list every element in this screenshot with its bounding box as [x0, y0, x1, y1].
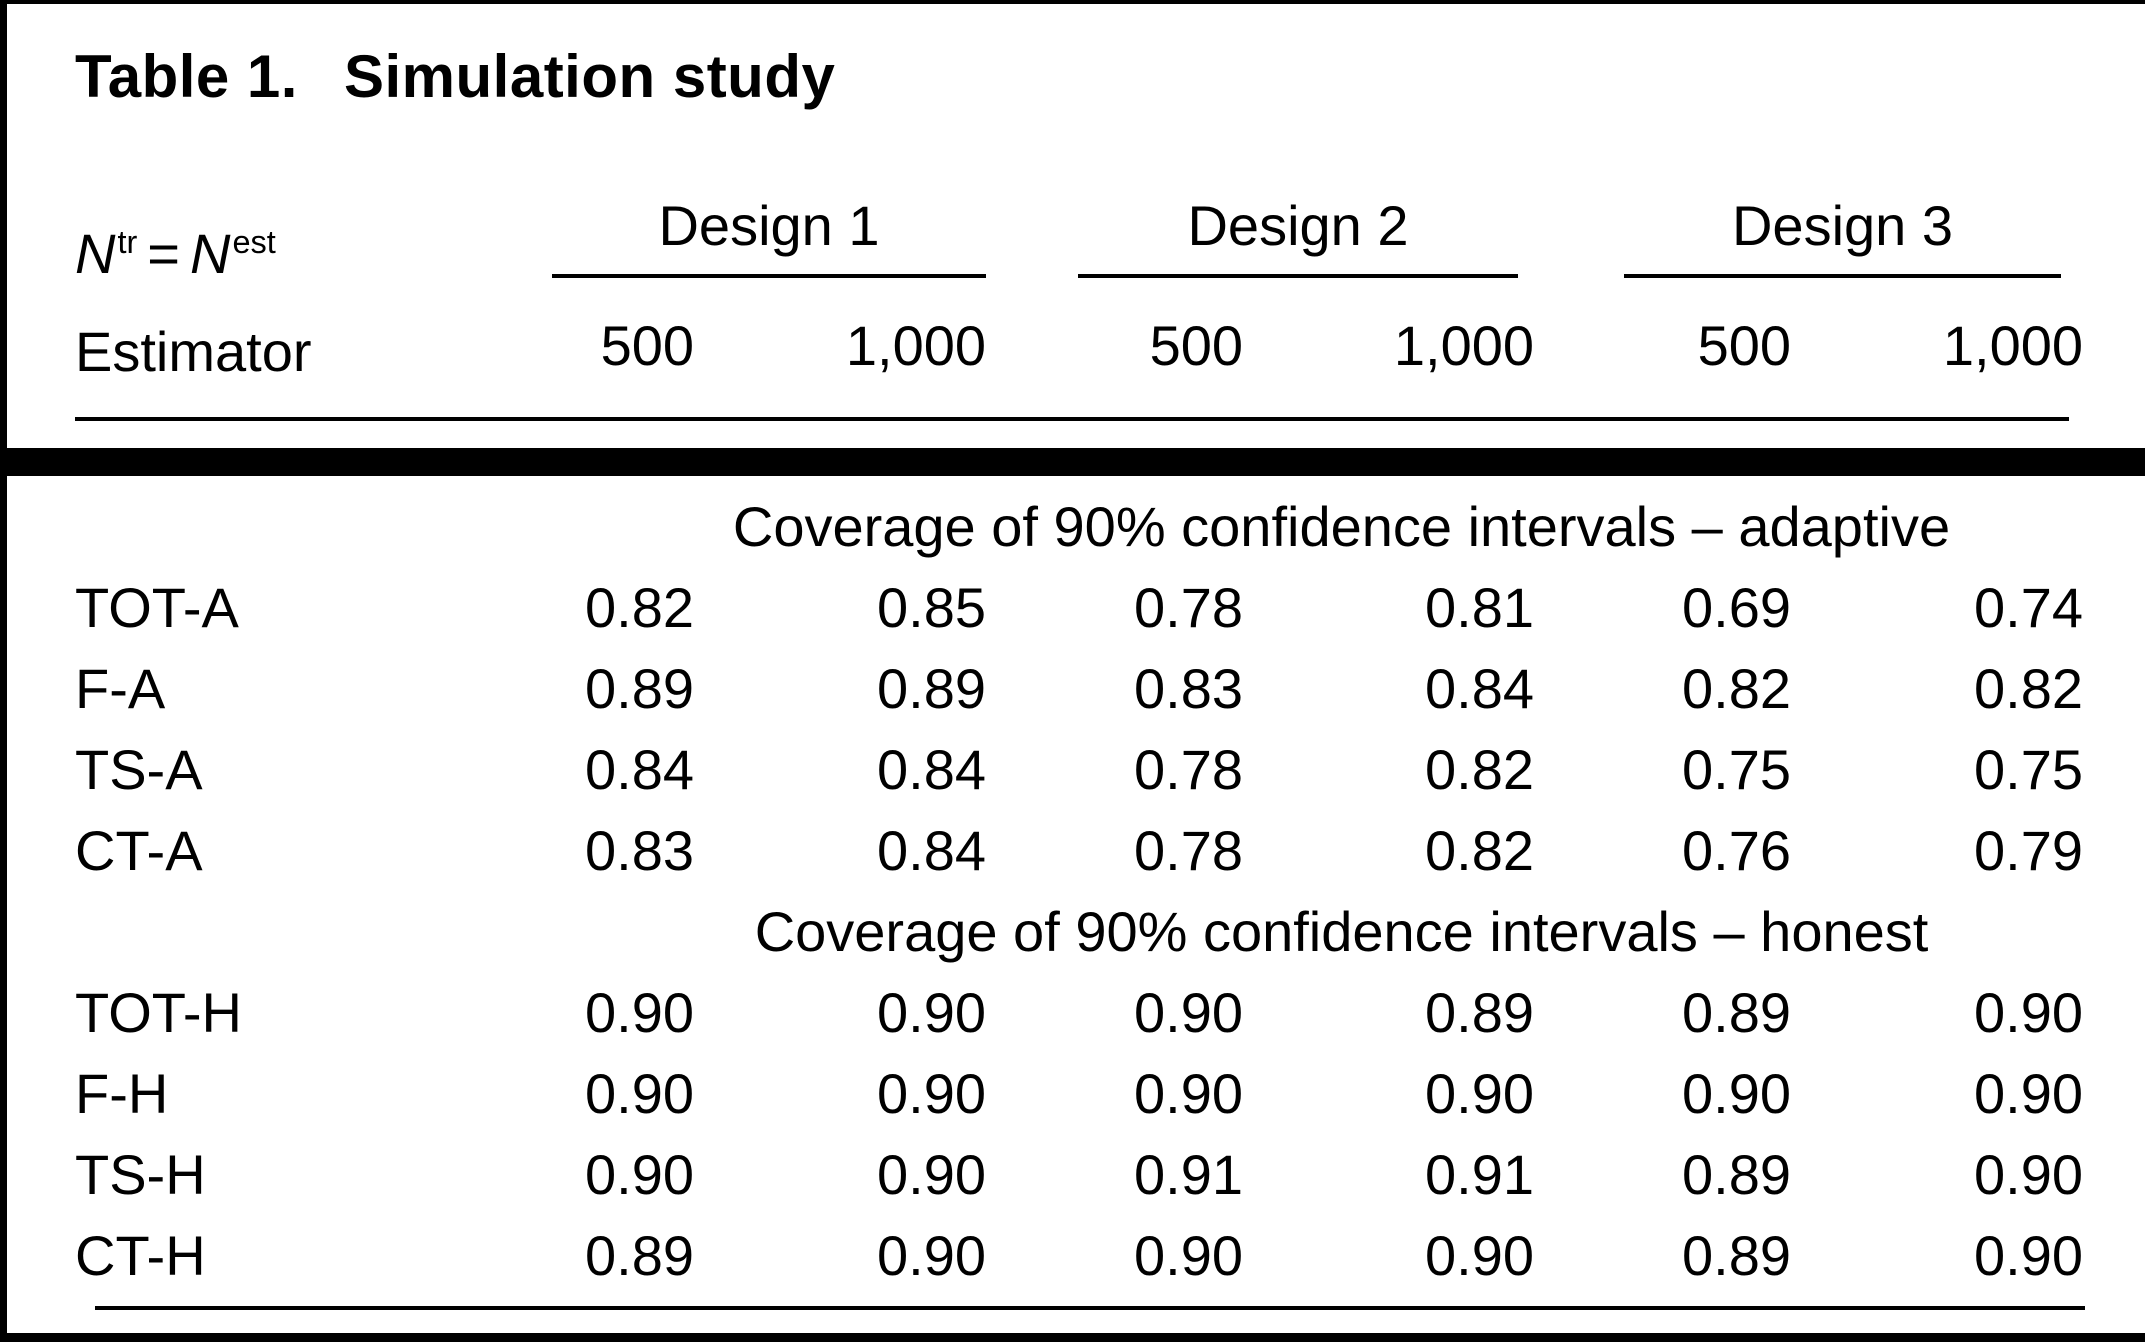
table-title [75, 42, 2145, 111]
header-bottom-rule [75, 417, 2069, 421]
data-cell: 0.90 [877, 1062, 986, 1125]
data-cell: 0.82 [1974, 657, 2083, 720]
row-label-tot-h: TOT-H [75, 981, 242, 1044]
row-label-ts-h: TS-H [75, 1143, 206, 1206]
sample-size-formula [75, 221, 480, 286]
data-cell: 0.90 [1134, 1062, 1243, 1125]
data-cell: 0.76 [1682, 819, 1791, 882]
data-cell: 0.90 [585, 1143, 694, 1206]
data-cell: 0.89 [1682, 1224, 1791, 1287]
data-cell: 0.85 [877, 576, 986, 639]
data-cell: 0.90 [585, 981, 694, 1044]
data-cell: 0.90 [1974, 1062, 2083, 1125]
design-1-group-header: Design 1 [552, 144, 986, 278]
n-train-symbol: N [75, 222, 116, 285]
table-bottom-rule [95, 1306, 2085, 1310]
data-cell: 0.90 [877, 1224, 986, 1287]
row-label-ct-h: CT-H [75, 1224, 206, 1287]
data-cell: 0.90 [585, 1062, 694, 1125]
data-cell: 0.90 [877, 1143, 986, 1206]
table-content [7, 42, 2145, 421]
section-header-honest: Coverage of 90% confidence intervals – honest [754, 900, 1929, 963]
data-cell: 0.90 [1682, 1062, 1791, 1125]
equals-sign: = [147, 222, 180, 285]
data-cell: 0.78 [1134, 819, 1243, 882]
n-est-superscript: est [232, 223, 276, 260]
data-cell: 0.82 [1425, 819, 1534, 882]
n-train-superscript: tr [117, 223, 138, 260]
design-1-size-500-header: 500 [600, 314, 694, 377]
data-cell: 0.90 [1425, 1062, 1534, 1125]
stub-header-cell [75, 144, 480, 384]
row-label-ct-a: CT-A [75, 819, 203, 882]
design-2-group-header: Design 2 [1078, 144, 1518, 278]
data-cell: 0.84 [877, 738, 986, 801]
data-cell: 0.82 [1682, 657, 1791, 720]
design-3-group-header: Design 3 [1624, 144, 2061, 278]
data-cell: 0.90 [877, 981, 986, 1044]
data-cell: 0.78 [1134, 576, 1243, 639]
design-1-size-1000-header: 1,000 [845, 314, 986, 377]
data-cell: 0.91 [1134, 1143, 1243, 1206]
table-body [7, 476, 2145, 1310]
separator-band [7, 448, 2145, 476]
row-label-ts-a: TS-A [75, 738, 203, 801]
data-cell: 0.90 [1134, 1224, 1243, 1287]
section-header-adaptive: Coverage of 90% confidence intervals – adaptive [732, 495, 1951, 558]
data-cell: 0.89 [585, 657, 694, 720]
data-cell: 0.75 [1682, 738, 1791, 801]
column-header-grid [75, 144, 2083, 384]
data-cell: 0.89 [1682, 981, 1791, 1044]
data-cell: 0.83 [585, 819, 694, 882]
data-cell: 0.90 [1974, 981, 2083, 1044]
data-cell: 0.90 [1974, 1143, 2083, 1206]
row-label-tot-a: TOT-A [75, 576, 239, 639]
design-2-size-500-header: 500 [1149, 314, 1243, 377]
data-cell: 0.89 [1682, 1143, 1791, 1206]
data-cell: 0.74 [1974, 576, 2083, 639]
data-cell: 0.90 [1974, 1224, 2083, 1287]
data-cell: 0.84 [1425, 657, 1534, 720]
design-2-size-1000-header: 1,000 [1393, 314, 1534, 377]
data-cell: 0.91 [1425, 1143, 1534, 1206]
data-grid [75, 476, 2083, 1296]
table-title-text: Simulation study [343, 43, 836, 110]
estimator-column-header: Estimator [75, 320, 312, 383]
data-cell: 0.89 [877, 657, 986, 720]
data-cell: 0.69 [1682, 576, 1791, 639]
data-cell: 0.90 [1134, 981, 1243, 1044]
data-cell: 0.78 [1134, 738, 1243, 801]
data-cell: 0.79 [1974, 819, 2083, 882]
design-3-size-500-header: 500 [1697, 314, 1791, 377]
n-est-symbol: N [190, 222, 231, 285]
row-label-f-h: F-H [75, 1062, 169, 1125]
data-cell: 0.82 [1425, 738, 1534, 801]
data-cell: 0.90 [1425, 1224, 1534, 1287]
data-cell: 0.75 [1974, 738, 2083, 801]
data-cell: 0.89 [585, 1224, 694, 1287]
data-cell: 0.81 [1425, 576, 1534, 639]
data-cell: 0.84 [877, 819, 986, 882]
data-cell: 0.89 [1425, 981, 1534, 1044]
data-cell: 0.82 [585, 576, 694, 639]
design-3-size-1000-header: 1,000 [1942, 314, 2083, 377]
row-label-f-a: F-A [75, 657, 166, 720]
data-cell: 0.83 [1134, 657, 1243, 720]
data-cell: 0.84 [585, 738, 694, 801]
table-title-label: Table 1. [75, 43, 298, 110]
